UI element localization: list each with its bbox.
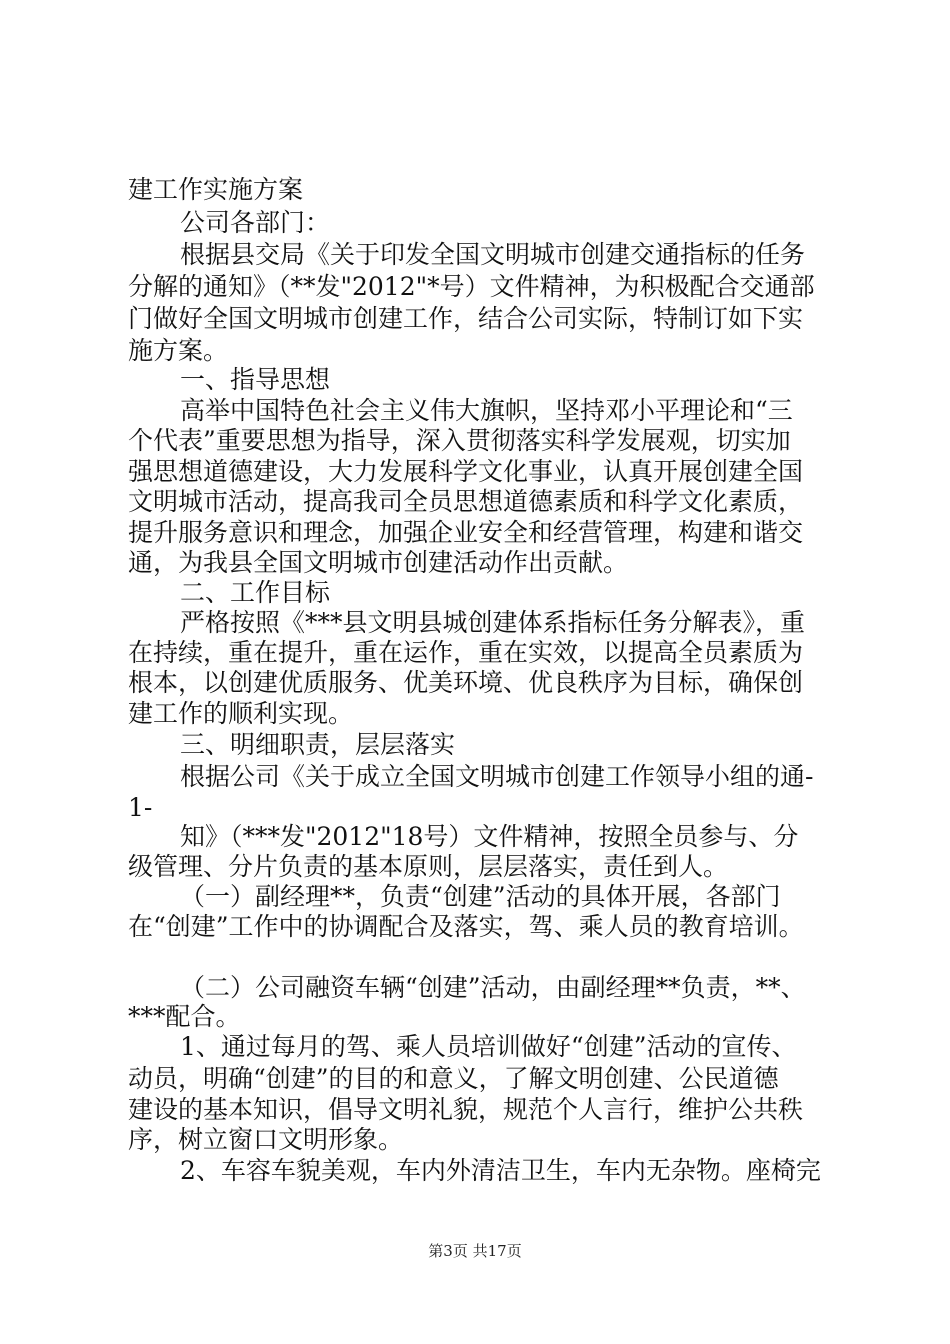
text-line: 严格按照《***县文明县城创建体系指标任务分解表》，重 (180, 608, 806, 637)
text-line: 知》（***发"2012"18号）文件精神，按照全员参与、分 (180, 822, 799, 851)
text-line: 建工作实施方案 (128, 175, 304, 204)
text-line: 个代表”重要思想为指导，深入贯彻落实科学发展观，切实加 (128, 426, 791, 455)
text-line: 公司各部门： (180, 208, 331, 237)
text-line: 提升服务意识和理念，加强企业安全和经营管理，构建和谐交 (128, 518, 804, 547)
text-line: 序，树立窗口文明形象。 (128, 1125, 404, 1154)
text-line: 通，为我县全国文明城市创建活动作出贡献。 (128, 548, 629, 577)
text-line: 高举中国特色社会主义伟大旗帜，坚持邓小平理论和“三 (180, 396, 793, 425)
text-line: 根本，以创建优质服务、优美环境、优良秩序为目标，确保创 (128, 668, 804, 697)
text-line: 在持续，重在提升，重在运作，重在实效，以提高全员素质为 (128, 638, 804, 667)
text-line: 分解的通知》（**发"2012"*号）文件精神，为积极配合交通部 (128, 272, 815, 301)
page-number-footer: 第3页 共17页 (428, 1242, 522, 1260)
text-line: （二）公司融资车辆“创建”活动，由副经理**负责，**、 (180, 973, 806, 1002)
text-line: 施方案。 (128, 336, 229, 365)
text-line: 根据公司《关于成立全国文明城市创建工作领导小组的通- (180, 762, 814, 791)
text-line: 建设的基本知识，倡导文明礼貌，规范个人言行，维护公共秩 (128, 1095, 804, 1124)
text-line: 文明城市活动，提高我司全员思想道德素质和科学文化素质， (128, 487, 804, 516)
text-line: 在“创建”工作中的协调配合及落实，驾、乘人员的教育培训。 (128, 912, 804, 941)
text-line: 根据县交局《关于印发全国文明城市创建交通指标的任务 (180, 240, 806, 269)
section-heading: 二、工作目标 (180, 578, 331, 607)
section-heading: 一、指导思想 (180, 365, 331, 394)
text-line: （一）副经理**，负责“创建”活动的具体开展，各部门 (180, 882, 781, 911)
text-line: 强思想道德建设，大力发展科学文化事业，认真开展创建全国 (128, 457, 804, 486)
text-line: 级管理、分片负责的基本原则，层层落实，责任到人。 (128, 852, 729, 881)
text-line: ***配合。 (128, 1002, 241, 1031)
text-line: 动员，明确“创建”的目的和意义，了解文明创建、公民道德 (128, 1064, 779, 1093)
text-line: 门做好全国文明城市创建工作，结合公司实际，特制订如下实 (128, 304, 804, 333)
section-heading: 三、明细职责，层层落实 (180, 730, 456, 759)
page-marker: 1- (128, 793, 153, 822)
text-line: 建工作的顺利实现。 (128, 699, 354, 728)
text-line: 1、通过每月的驾、乘人员培训做好“创建”活动的宣传、 (180, 1032, 797, 1061)
text-line: 2、车容车貌美观，车内外清洁卫生，车内无杂物。座椅完 (180, 1156, 821, 1185)
